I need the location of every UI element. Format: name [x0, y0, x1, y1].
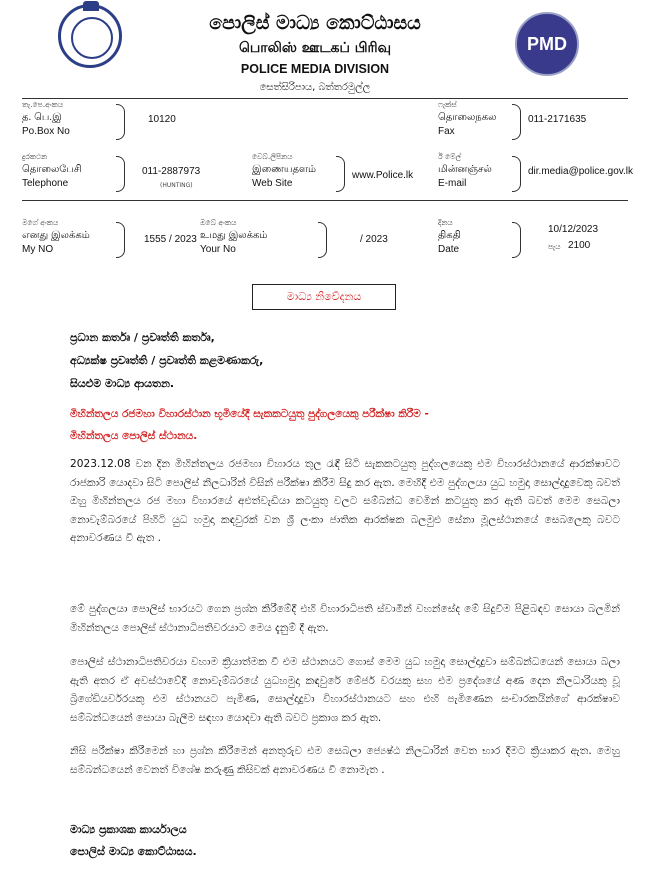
title-english: POLICE MEDIA DIVISION: [240, 62, 390, 76]
subject-line: මිහින්තලය රජමහා විහාරස්ථාන භූමියේදී සැකකටයුතු පුද්ගලයෙකු පරීක්ෂා කිරීම -: [70, 408, 429, 420]
address: සෙත්සිරිපාය, බත්තරමුල්ල: [259, 82, 371, 93]
fax-label-en: Fax: [438, 126, 455, 137]
date-label-ta: திகதி: [438, 230, 461, 241]
body-paragraph: මේ පුද්ගලයා පොලිස් භාරයට ගෙන ප්‍රශ්න කිරීමේදී එහි විහාරාධිපති ස්වාමීන් වහන්සේද මේ සිදුවීම පිළිබඳව සොයා බලමින් මිහින්තලය පොලිස් ස්ථානාධිපතිවරයාට මෙය දැනුම් දී ඇත.: [70, 603, 620, 634]
statement-title: මාධ්‍ය නිවේදනය: [252, 284, 396, 310]
web-label-ta: இணையதளம்: [252, 164, 317, 175]
signature-line: පොලිස් මාධ්‍ය කොට්ඨාසය.: [70, 845, 197, 858]
tel-label-en: Telephone: [22, 178, 69, 189]
email-label-en: E-mail: [438, 178, 467, 189]
pobox-label-si: තැ.පෙ.අංකය: [22, 100, 64, 109]
signature-line: මාධ්‍ය ප්‍රකාශක කාර්යාලය: [70, 823, 187, 836]
email-label-si: ඊ මේල්: [438, 152, 462, 161]
divider: [22, 98, 628, 99]
title-tamil: பொலிஸ் ஊடகப் பிரிவு: [238, 40, 392, 56]
web-label-si: වෙබ්.ලිපිනය: [252, 152, 293, 161]
brace: [512, 104, 521, 140]
web-label-en: Web Site: [252, 178, 293, 189]
fax-value: 011-2171635: [528, 114, 587, 125]
myno-label-en: My NO: [22, 244, 54, 255]
date-label-si: දිනය: [438, 218, 453, 227]
myno-value: 1555 / 2023: [144, 234, 197, 245]
brace: [512, 222, 521, 258]
pobox-label-ta: த. பெ.இ: [22, 112, 62, 123]
tel-label-ta: தொலைபேசி: [22, 164, 82, 175]
pmd-logo: PMD: [515, 12, 579, 76]
tel-note: (HUNTING): [160, 182, 193, 189]
yourno-value: / 2023: [360, 234, 388, 245]
body-paragraph: පොලිස් ස්ථානාධිපතිවරයා වහාම ක්‍රියාත්මක වී එම ස්ථානයට ගොස් මෙම යුධ හමුදා සොල්දාදුවා සම්බන්ධයෙන් සොයා බලා ඇති අතර ඒ අවස්ථාවේදී නොවැම්බරයේ යුධහමුදා කඳවුරේ මේජර් වරයකු සහ එම ප්‍රදේශයේ අණ දෙන නිලධාරියකු වූ බ්‍රිගේඩියර්වරයකු එම ස්ථානයට පැමිණ, සොල්දාදුවා විහාරස්ථානයට සහ එහි පැමිණෙන සංචාරකයින්ගේ ආරක්ෂාව සම්බන්ධයෙන් සොයා බැලීම සඳහා යොදවා ඇති බවට ප්‍රකාශ කර ඇත.: [70, 656, 620, 724]
web-value[interactable]: www.Police.lk: [352, 170, 414, 181]
title-sinhala: පොලිස් මාධ්‍ය කොට්ඨාසය: [209, 12, 421, 34]
email-label-ta: மின்னஞ்சல்: [438, 164, 492, 175]
brace: [318, 222, 327, 258]
email-value[interactable]: dir.media@police.gov.lk: [528, 166, 634, 177]
date-label-en: Date: [438, 244, 460, 255]
pobox-label-en: Po.Box No: [22, 126, 70, 137]
recipient-line: සියළුම මාධ්‍ය ආයතන.: [70, 377, 175, 390]
myno-label-ta: எனது இலக்கம்: [22, 230, 90, 241]
myno-label-si: මගේ අංකය: [22, 218, 59, 227]
pobox-value: 10120: [148, 114, 176, 125]
brace: [116, 104, 125, 140]
time-label: පැය: [548, 242, 561, 251]
brace: [512, 156, 521, 192]
recipient-line: ප්‍රධාන කර්තෘ / ප්‍රවෘත්ති කර්තෘ,: [70, 331, 215, 344]
divider: [22, 200, 628, 201]
body-paragraph: 2023.12.08 වන දින මිහින්තලය රජමහා විහාරය තුල රැඳී සිටි සැකකටයුතු පුද්ගලයෙකු එම විහාරස්ථානයේ ආරක්ෂාවට රාජකාරි යොදවා සිටි පොලිස් නිලධාරින් විසින් පරීක්ෂා කිරීම සිදු කර ඇත. මෙහිදී එම පුද්ගලයා යුධ හමුදා සොල්දාදුවෙකු බවත් ඔහු මිහින්තලය රජ මහා විහාරයේ අළුත්වැඩියා කටයුතු වලට සම්බන්ධ වෙමින් කටයුතු කර ඇති බවත් මෙම සෙබලා නොවැම්බරයේ පිහිටි යුධ හමුදා කඳවුරක් වන ශ්‍රී ලංකා ජාතික ආරක්ෂක බලමුළු සේනා මූලස්ථානයේ සෙබලෙකු බවට අනාවරණය වී ඇත .: [70, 458, 620, 544]
yourno-label-ta: உமது இலக்கம்: [200, 230, 268, 241]
yourno-label-si: ඔබේ අංකය: [200, 218, 237, 227]
subject-line: මිහින්තලය පොලිස් ස්ථානය.: [70, 430, 198, 442]
time-value: 2100: [568, 240, 591, 251]
fax-label-ta: தொலைநகல: [438, 112, 497, 123]
tel-label-si: දුරකථන: [22, 152, 48, 161]
brace: [116, 222, 125, 258]
brace: [116, 156, 125, 192]
police-seal-logo: [58, 4, 122, 68]
tel-value: 011-2887973: [142, 166, 201, 177]
brace: [336, 156, 345, 192]
fax-label-si: ෆැක්ස්: [438, 100, 457, 109]
body-paragraph: නිසි පරීක්ෂා කිරීමෙන් හා ප්‍රශ්න කිරීමෙන් අනතුරුව එම සෙබලා ජ්‍යෙෂ්ඨ නිලධාරින් වෙත භාර දීමට ක්‍රියාකර ඇත. මෙහු සම්බන්ධයෙන් වෙනත් විශේෂ කරුණු කිසිවක් අනාවරණය වී නොමැත .: [70, 745, 620, 776]
yourno-label-en: Your No: [200, 244, 236, 255]
date-value: 10/12/2023: [548, 224, 599, 235]
recipient-line: අධ්‍යක්ෂ ප්‍රවෘත්ති / ප්‍රවෘත්ති කළමණාකරු,: [70, 354, 264, 367]
